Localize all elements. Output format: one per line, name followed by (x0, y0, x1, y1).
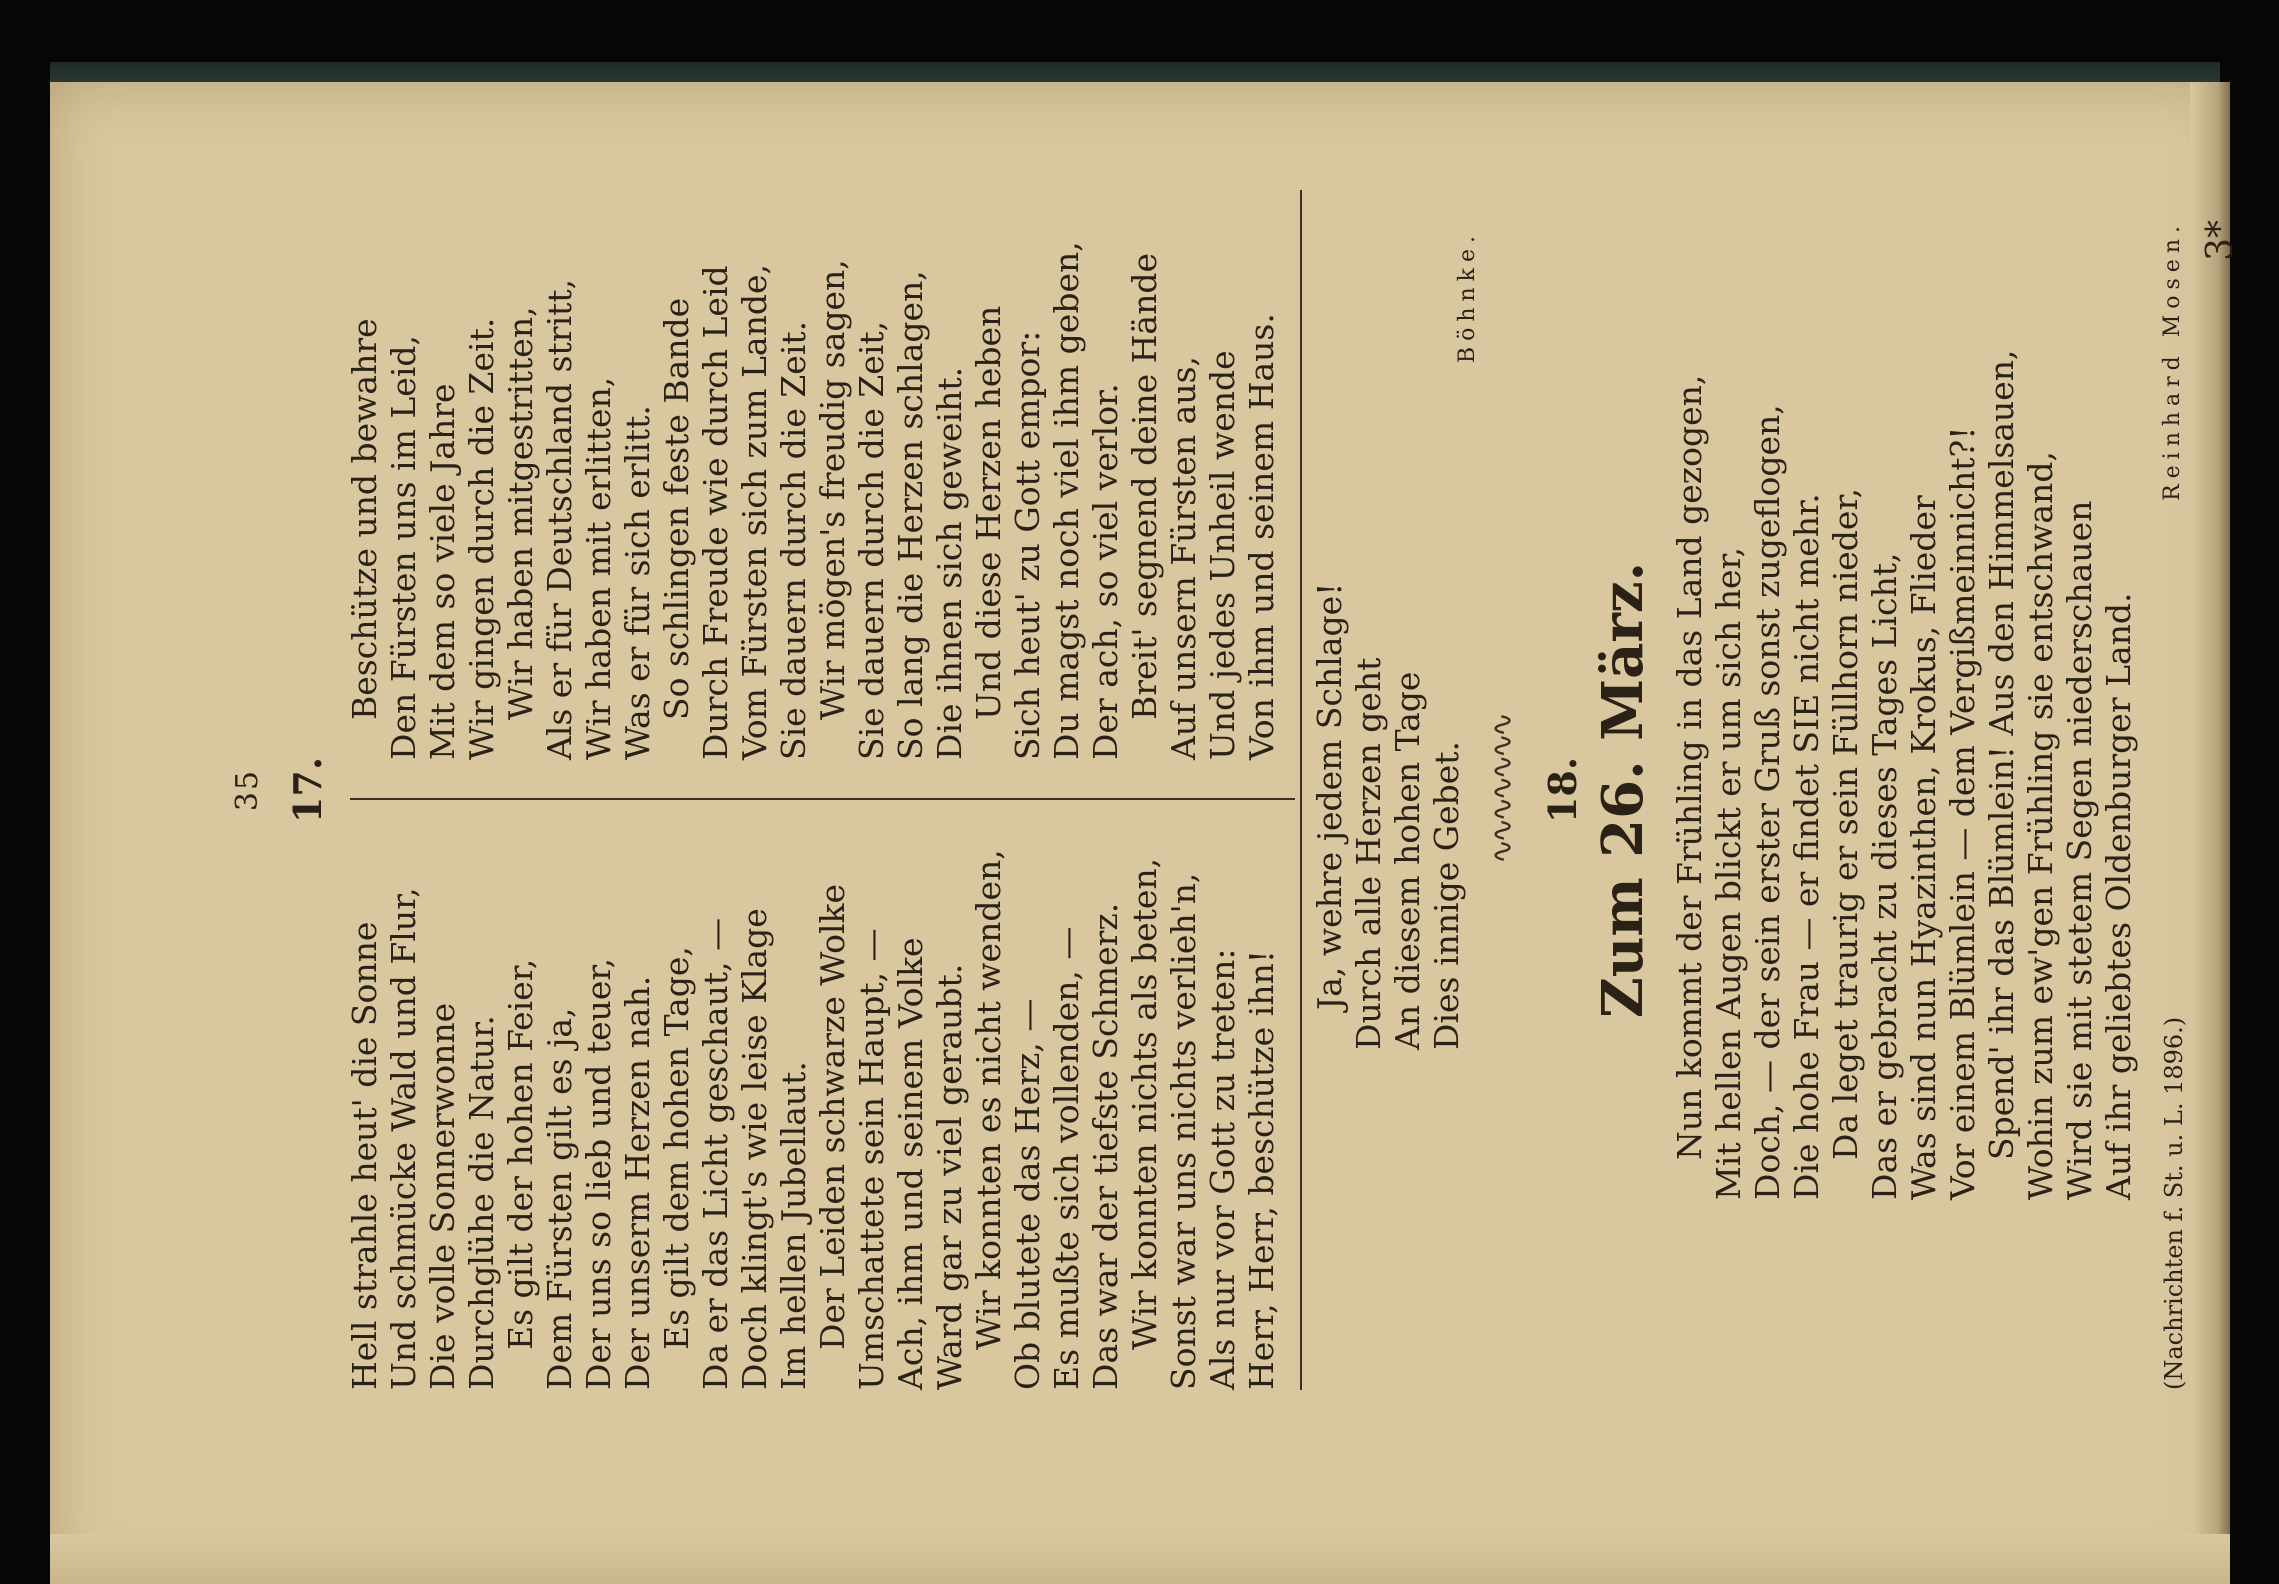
poem-18-body (1670, 349, 2138, 1200)
stanza: So schlingen feste Bande Durch Freude wie durch Leid Vom Fürsten sich zum Lande, Sie dauern durch die Zeit. (657, 264, 813, 760)
poem-17-number: 17. (285, 756, 330, 824)
page-edge-bottom (50, 1534, 2230, 1584)
stanza: Es gilt dem hohen Tage, Da er das Licht geschaut, — Doch klingt's wie leise Klage Im hellen Jubellaut. (657, 908, 813, 1390)
poem-17-left-column (345, 849, 1281, 1390)
stanza: Da leget traurig er sein Füllhorn nieder, Das er gebracht zu dieses Tages Licht, Was sind nun Hyazinthen, Krokus, Flieder Vor einem Blümlein — dem Vergißmeinnicht?! (1826, 426, 1982, 1200)
stanza: Es gilt der hohen Feier, Dem Fürsten gilt es ja, Der uns so lieb und teuer, Der unserm Herzen nah. (501, 957, 657, 1390)
stanza: Und diese Herzen heben Sich heut' zu Gott empor: Du magst noch viel ihm geben, Der ach, so viel verlor. (969, 241, 1125, 760)
stanza: Breit' segnend deine Hände Auf unsern Fürsten aus, Und jedes Unheil wende Von ihm und seinem Haus. (1125, 252, 1281, 760)
stanza: Hell strahle heut' die Sonne Und schmücke Wald und Flur, Die volle Sonnerwonne Durchglühe die Natur. (345, 887, 501, 1390)
stanza: Wir mögen's freudig sagen, Sie dauern durch die Zeit, So lang die Herzen schlagen, Die ihnen sich geweiht. (813, 259, 969, 760)
wave-separator: ∿∿∿∿∿∿∿ (1485, 716, 1520, 864)
poem-18-author: Reinhard Mosen. (2160, 220, 2185, 501)
stanza: Wir konnten nichts als beten, Sonst war uns nichts verlieh'n, Als nur vor Gott zu treten: Herr, Herr, beschütze ihn! (1125, 857, 1281, 1390)
stanza: Der Leiden schwarze Wolke Umschattete sein Haupt, — Ach, ihm und seinem Volke Ward gar zu viel geraubt. (813, 883, 969, 1390)
stanza: Beschütze und bewahre Den Fürsten uns im Leid, Mit dem so viele Jahre Wir gingen durch die Zeit. (345, 317, 501, 760)
column-divider (350, 798, 1295, 800)
stanza: Wir konnten es nicht wenden, Ob blutete das Herz, — Es mußte sich vollenden, — Das war der tiefste Schmerz. (969, 849, 1125, 1390)
stanza: Spend' ihr das Blümlein! Aus den Himmelsauen, Wohin zum ew'gen Frühling sie entschwand, Wird sie mit stetem Segen niederschauen Auf ihr geliebtes Oldenburger Land. (1982, 349, 2138, 1200)
horizontal-divider (1300, 190, 1302, 1390)
poem-17-right-column (345, 241, 1281, 760)
poem-18-number: 18. (1540, 756, 1585, 824)
poem-18-source: (Nachrichten f. St. u. L. 1896.) (2160, 1016, 2188, 1390)
rotated-page-content (110, 130, 2241, 1450)
page-number: 35 (230, 768, 265, 812)
poem-17-author: Böhnke. (1455, 230, 1480, 364)
signature-mark: 3* (2200, 220, 2241, 261)
poem-18-title: Zum 26. März. (1590, 561, 1656, 1019)
poem-17-final-stanza: Ja, wehre jedem Schlage! Durch alle Herzen geht An diesem hohen Tage Dies innige Gebet. (1310, 582, 1466, 1050)
stanza: Nun kommt der Frühling in das Land gezogen, Mit hellen Augen blickt er um sich her, Doch, — der sein erster Gruß sonst zugeflogen, Die hohe Frau — er findet SIE nicht mehr. (1670, 374, 1826, 1200)
stanza: Wir haben mitgestritten, Als er für Deutschland stritt, Wir haben mit erlitten, Was er für sich erlitt. (501, 278, 657, 760)
